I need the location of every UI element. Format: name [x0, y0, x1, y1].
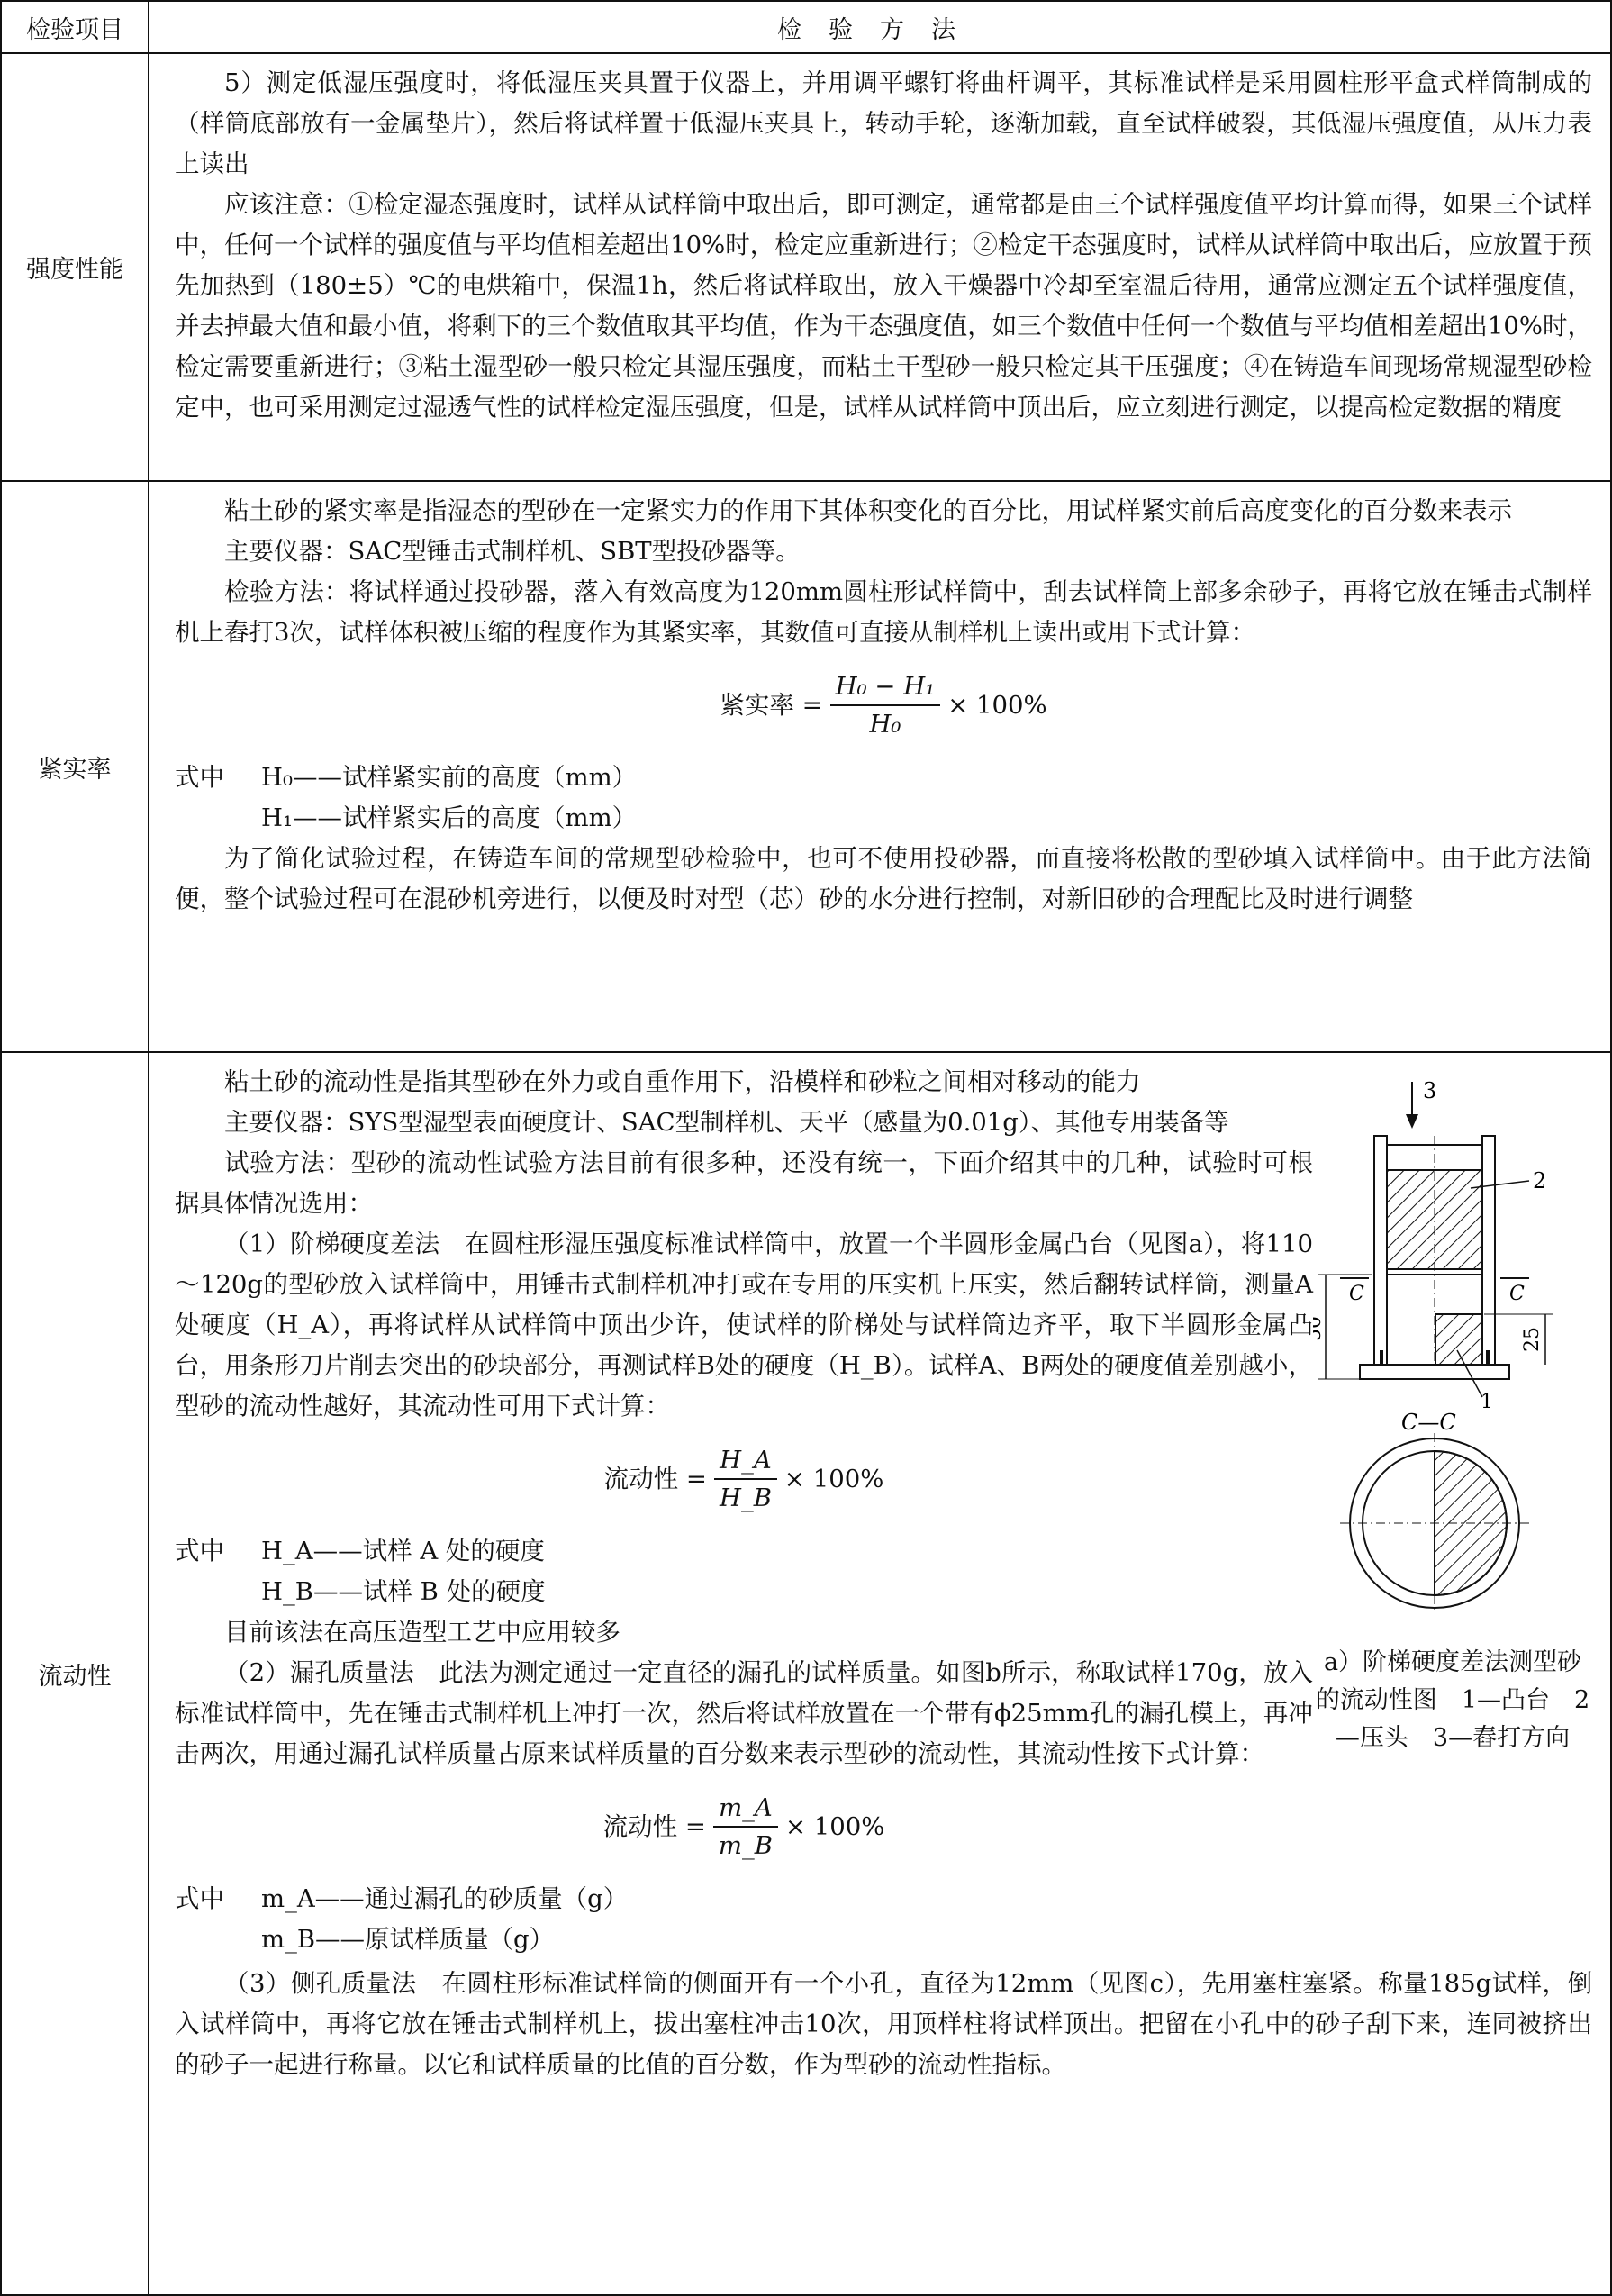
header-row [1, 1, 1611, 53]
flow-p7: （3）侧孔质量法 在圆柱形标准试样筒的侧面开有一个小孔，直径为12mm（见图c），先用塞柱塞紧。称量185g试样，倒入试样筒中，再将它放在锤击式制样机上，拔出塞柱冲击10次，用顶样柱将试样顶出。把留在小孔中的砂子刮下来，连同被挤出的砂子一起进行称量。以它和试样质量的比值的百分数，作为型砂的流动性指标。 [175, 1969, 1592, 2079]
label-1: 1 [1481, 1391, 1493, 1413]
flow-formula-2: 流动性 = $\frac{m\_A}{m\_B}$ × 100% [175, 1776, 1313, 1877]
compact-formula-den: H₀ [869, 710, 901, 739]
svg-text:50: 50 [1313, 1316, 1326, 1341]
method-compact [149, 481, 1611, 1052]
compact-formula-num: H₀ − H₁ [830, 668, 941, 706]
label-2: 2 [1533, 1168, 1547, 1193]
method-flow: 粘土砂的流动性是指其型砂在外力或自重作用下，沿模样和砂粒之间相对移动的能力 主要仪器：SYS型湿型表面硬度计、SAC型制样机、天平（感量为0.01g）、其他专用装备等 试验方法：型砂的流动性试验方法目前有很多种，还没有统一，下面介绍其中的几种，试验时可根据具体情况选用： （1）阶梯硬度差法 在圆柱形湿压强度标准试样筒中，放置一个半圆形金属凸台（见图a），将110～120g的型砂放入试样筒中，用锤击式制样机冲打或在专用的压实机上压实，然后翻转试样筒，测量A处硬度（H_A），再将试样从试样筒中顶出少许，使试样的阶梯处与试样筒边齐平，取下半圆形金属凸台，用条形刀片削去突出的砂块部分，再测试样B处的硬度（H_B）。试样A、B两处的硬度值差别越小，型砂的流动性越好，其流动性可用下式计算： 流动性 = $\frac{H\_A}{H\_B}$ × 100% 式中 H_A——试样 A 处的硬度 H_B——试样 B 处的硬度 目前该法在高压造型工艺中应用较多 （2）漏孔质量法 此法为测定通过一定直径的漏孔的试样质量。如图b所示，称取试样170g，放入标准试样筒中，先在锤击式制样机上冲打一次，然后将试样放置在一个带有ϕ25mm孔的漏孔模上，再冲击两次，用通过漏孔试样质量占原来试样质量的百分数来表示型砂的流动性，其流动性按下式计算： 流动性 = $\frac{m\_A}{m\_B}$ × 100% 式中 m_A——通过漏孔的砂质量（g） m_B——原试样质量（g） 3 2 C C 50 25 1 C—C a）阶梯硬度差法测型砂的流动性图 1—凸台 2—压头 3—舂打方向 （3）侧孔质量法 在圆柱形标准试样筒的侧面开有一个小孔，直径为12mm（见图c），先用塞柱塞紧。称量185g试样，倒入试样筒中，再将它放在锤击式制样机上，拔出塞柱冲击10次，用顶样柱将试样顶出。把留在小孔中的砂子刮下来，连同被挤出的砂子一起进行称量。以它和试样质量的比值的百分数，作为型砂的流动性指标。 [149, 1052, 1611, 2295]
compact-formula: 紧实率 = $\frac{\text{H₀ − H₁}}{\text{H₀}}$ × 100% [175, 655, 1592, 756]
svg-text:C—C: C—C [1401, 1410, 1456, 1435]
row-flow [1, 1052, 1611, 2295]
item-compact: 紧实率 [1, 481, 149, 1052]
flow-p1: 粘土砂的流动性是指其型砂在外力或自重作用下，沿模样和砂粒之间相对移动的能力 [224, 1067, 1141, 1096]
row-strength [1, 53, 1611, 481]
step-boss [1435, 1314, 1482, 1365]
flow-p3: 试验方法：型砂的流动性试验方法目前有很多种，还没有统一，下面介绍其中的几种，试验时可根据具体情况选用： [175, 1148, 1313, 1218]
flow-p6: （2）漏孔质量法 此法为测定通过一定直径的漏孔的试样质量。如图b所示，称取试样170g，放入标准试样筒中，先在锤击式制样机上冲打一次，然后将试样放置在一个带有ϕ25mm孔的漏孔模上，再冲击两次，用通过漏孔试样质量占原来试样质量的百分数来表示型砂的流动性，其流动性按下式计算： [175, 1658, 1313, 1768]
figure-caption: a）阶梯硬度差法测型砂的流动性图 1—凸台 2—压头 3—舂打方向 [1315, 1648, 1590, 1752]
item-strength: 强度性能 [1, 53, 149, 481]
compact-p2: 主要仪器：SAC型锤击式制样机、SBT型投砂器等。 [224, 537, 801, 566]
label-3: 3 [1423, 1078, 1437, 1103]
strength-p1: 5）测定低湿压强度时，将低湿压夹具置于仪器上，并用调平螺钉将曲杆调平，其标准试样是采用圆柱形平盒式样筒制成的（样筒底部放有一金属垫片），然后将试样置于低湿压夹具上，转动手轮，逐渐加载，直至试样破裂，其低湿压强度值，从压力表上读出 [175, 68, 1592, 178]
compact-where-1: 式中 H₀——试样紧实前的高度（mm） [175, 763, 638, 792]
arrow-icon [1406, 1114, 1418, 1129]
compact-p4: 为了简化试验过程，在铸造车间的常规型砂检验中，也可不使用投砂器，而直接将松散的型砂填入试样筒中。由于此方法简便，整个试验过程可在混砂机旁进行，以便及时对型（芯）砂的水分进行控制，对新旧砂的合理配比及时进行调整 [175, 844, 1592, 913]
flow-p2: 主要仪器：SYS型湿型表面硬度计、SAC型制样机、天平（感量为0.01g）、其他专用装备等 [224, 1108, 1229, 1137]
compact-p3: 检验方法：将试样通过投砂器，落入有效高度为120mm圆柱形试样筒中，刮去试样筒上部多余砂子，再将它放在锤击式制样机上舂打3次，试样体积被压缩的程度作为其紧实率，其数值可直接从制样机上读出或用下式计算： [175, 577, 1592, 647]
flow-p4: （1）阶梯硬度差法 在圆柱形湿压强度标准试样筒中，放置一个半圆形金属凸台（见图a），将110～120g的型砂放入试样筒中，用锤击式制样机冲打或在专用的压实机上压实，然后翻转试样筒，测量A处硬度（H_A），再将试样从试样筒中顶出少许，使试样的阶梯处与试样筒边齐平，取下半圆形金属凸台，用条形刀片削去突出的砂块部分，再测试样B处的硬度（H_B）。试样A、B两处的硬度值差别越小，型砂的流动性越好，其流动性可用下式计算： [175, 1230, 1313, 1420]
row-compact [1, 481, 1611, 1052]
svg-text:25: 25 [1521, 1327, 1544, 1352]
svg-text:C: C [1349, 1283, 1364, 1305]
svg-text:C: C [1509, 1283, 1525, 1305]
figure-a [1313, 1062, 1592, 1960]
compact-where-2: H₁——试样紧实后的高度（mm） [261, 803, 638, 832]
header-item: 检验项目 [1, 1, 149, 53]
compact-p1: 粘土砂的紧实率是指湿态的型砂在一定紧实力的作用下其体积变化的百分比，用试样紧实前后高度变化的百分数来表示 [224, 496, 1512, 525]
flow-p5: 目前该法在高压造型工艺中应用较多 [224, 1618, 620, 1647]
step-hardness-diagram [1313, 1062, 1592, 1611]
item-flow: 流动性 [1, 1052, 149, 2295]
header-method: 检验方法 [149, 1, 1611, 53]
strength-p2: 应该注意：①检定湿态强度时，试样从试样筒中取出后，即可测定，通常都是由三个试样强度值平均计算而得，如果三个试样中，任何一个试样的强度值与平均值相差超出10%时，检定应重新进行；②检定干态强度时，试样从试样筒中取出后，应放置于预先加热到（180±5）℃的电烘箱中，保温1h，然后将试样取出，放入干燥器中冷却至室温后待用，通常应测定五个试样强度值，并去掉最大值和最小值，将剩下的三个数值取其平均值，作为干态强度值，如三个数值中任何一个数值与平均值相差超出10%时，检定需要重新进行；③粘土湿型砂一般只检定其湿压强度，而粘土干型砂一般只检定其干压强度；④在铸造车间现场常规湿型砂检定中，也可采用测定过湿透气性的试样检定湿压强度，但是，试样从试样筒中顶出后，应立刻进行测定，以提高检定数据的精度 [175, 190, 1592, 422]
flow-formula-1: 流动性 = $\frac{H\_A}{H\_B}$ × 100% [175, 1429, 1313, 1529]
method-strength [149, 53, 1611, 481]
